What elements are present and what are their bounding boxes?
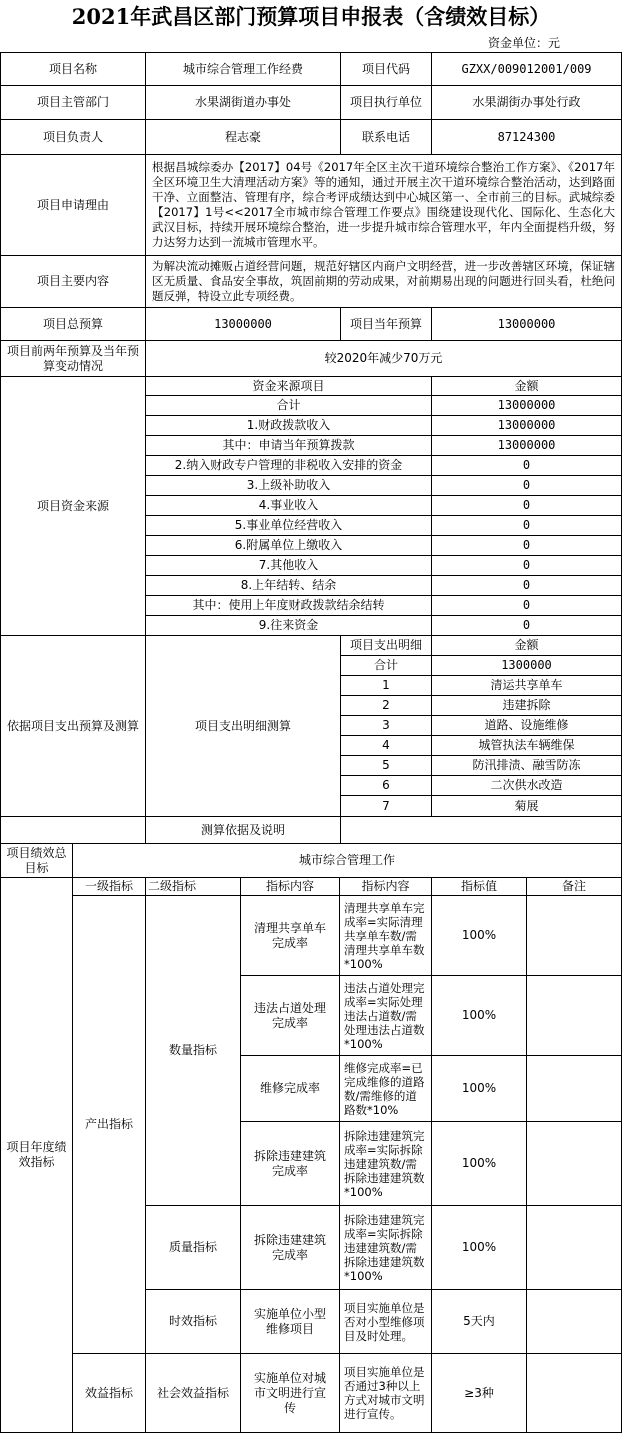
perf-header-level1: 一级指标 xyxy=(73,878,146,896)
perf-goal-label: 项目绩效总目标 xyxy=(0,844,73,878)
funding-item: 6.附属单位上缴收入 xyxy=(146,536,432,556)
project-code-label: 项目代码 xyxy=(341,52,432,86)
expense-row-number: 2 xyxy=(341,696,432,716)
year-budget-label: 项目当年预算 xyxy=(341,308,432,341)
perf-quantity-label: 数量指标 xyxy=(146,896,241,1206)
funding-header-amount: 金额 xyxy=(432,377,622,396)
content-label: 项目主要内容 xyxy=(0,256,146,308)
expense-row-item: 防汛排渍、融雪防冻 xyxy=(432,756,622,776)
perf-indicator-value: 100% xyxy=(432,896,527,976)
expense-total-label: 合计 xyxy=(341,656,432,676)
perf-indicator-name: 拆除违建建筑完成率 xyxy=(241,1122,340,1206)
perf-indicator-desc: 拆除违建建筑完成率=实际拆除违建建筑数/需拆除违建建筑数*100% xyxy=(340,1122,432,1206)
dept-value: 水果湖街道办事处 xyxy=(146,86,341,120)
funding-amount: 13000000 xyxy=(432,436,622,456)
reason-text: 根据昌城综委办【2017】04号《2017年全区主次干道环境综合整治工作方案》、《2017年全区环境卫生大清理活动方案》等的通知，通过开展主次干道环境综合整治活动，达到路面干净、立面整洁、管理有序，综合考评成绩达到中心城区第一、全市前三的目标。武城综委【2017】1号<<2017全市城市综合管理工作要点》围绕建设现代化、国际化、生态化大武汉目标，持续开展环境综合整治，进一步提升城市综合管理水平，年内全面提档升级，努力达努力达到一流城市管理水平。 xyxy=(146,155,622,256)
phone-label: 联系电话 xyxy=(341,120,432,155)
perf-indicator-value: 100% xyxy=(432,976,527,1056)
perf-indicator-name: 实施单位对城市文明进行宣传 xyxy=(241,1354,340,1433)
perf-output-label: 产出指标 xyxy=(73,896,146,1354)
expense-row-number: 6 xyxy=(341,776,432,796)
perf-benefit-label: 效益指标 xyxy=(73,1354,146,1433)
expense-header-detail: 项目支出明细 xyxy=(341,636,432,656)
perf-indicator-name: 实施单位小型维修项目 xyxy=(241,1290,340,1354)
project-code-value: GZXX/009012001/009 xyxy=(432,52,622,86)
perf-indicator-desc: 项目实施单位是否对小型维修项目及时处理。 xyxy=(340,1290,432,1354)
funding-amount: 0 xyxy=(432,576,622,596)
funding-amount: 0 xyxy=(432,456,622,476)
perf-time-label: 时效指标 xyxy=(146,1290,241,1354)
expense-row-number: 7 xyxy=(341,796,432,817)
perf-indicator-value: ≥3种 xyxy=(432,1354,527,1433)
expense-row-item: 道路、设施维修 xyxy=(432,716,622,736)
currency-unit-note: 资金单位：元 xyxy=(488,36,561,50)
expense-row-item: 二次供水改造 xyxy=(432,776,622,796)
expense-total-amount: 1300000 xyxy=(432,656,622,676)
perf-header-level2: 二级指标 xyxy=(146,878,241,896)
dept-label: 项目主管部门 xyxy=(0,86,146,120)
project-name-value: 城市综合管理工作经费 xyxy=(146,52,341,86)
funding-item: 2.纳入财政专户管理的非税收入安排的资金 xyxy=(146,456,432,476)
funding-header-item: 资金来源项目 xyxy=(146,377,432,396)
perf-social-label: 社会效益指标 xyxy=(146,1354,241,1433)
expense-row-item: 清运共享单车 xyxy=(432,676,622,696)
expense-label-extension xyxy=(0,817,146,844)
perf-header-content2: 指标内容 xyxy=(340,878,432,896)
perf-indicator-desc: 维修完成率=已完成维修的道路数/需维修的道路数*10% xyxy=(340,1056,432,1122)
perf-indicator-desc: 违法占道处理完成率=实际处理违法占道数/需处理违法占道数*100% xyxy=(340,976,432,1056)
content-text: 为解决流动摊贩占道经营问题，规范好辖区内商户文明经营，进一步改善辖区环境，保证辖区无质量、食品安全事故，筑固前期的劳动成果，对前期易出现的问题进行回头看，杜绝问题反弹，特设立此专项经费。 xyxy=(146,256,622,308)
perf-quality-label: 质量指标 xyxy=(146,1206,241,1290)
funding-item: 8.上年结转、结余 xyxy=(146,576,432,596)
perf-indicator-name: 拆除违建建筑完成率 xyxy=(241,1206,340,1290)
funding-amount: 0 xyxy=(432,556,622,576)
funding-amount: 0 xyxy=(432,596,622,616)
funding-item: 4.事业收入 xyxy=(146,496,432,516)
phone-value: 87124300 xyxy=(432,120,622,155)
expense-row-item: 菊展 xyxy=(432,796,622,817)
funding-amount: 0 xyxy=(432,616,622,636)
perf-indicator-value: 5天内 xyxy=(432,1290,527,1354)
funding-amount: 13000000 xyxy=(432,396,622,416)
expense-row-number: 1 xyxy=(341,676,432,696)
perf-indicator-note xyxy=(527,1122,622,1206)
perf-indicator-note xyxy=(527,1056,622,1122)
expense-row-item: 违建拆除 xyxy=(432,696,622,716)
expense-row-number: 3 xyxy=(341,716,432,736)
expense-basis-value xyxy=(341,817,622,844)
expense-header-amount: 金额 xyxy=(432,636,622,656)
perf-indicator-name: 维修完成率 xyxy=(241,1056,340,1122)
perf-indicators-label: 项目年度绩效指标 xyxy=(0,878,73,1433)
expense-row-number: 4 xyxy=(341,736,432,756)
funding-item: 7.其他收入 xyxy=(146,556,432,576)
funding-amount: 0 xyxy=(432,496,622,516)
perf-indicator-desc: 拆除违建建筑完成率=实际拆除违建建筑数/需拆除违建建筑数*100% xyxy=(340,1206,432,1290)
perf-indicator-value: 100% xyxy=(432,1206,527,1290)
reason-label: 项目申请理由 xyxy=(0,155,146,256)
exec-value: 水果湖街办事处行政 xyxy=(432,86,622,120)
expense-basis-label: 测算依据及说明 xyxy=(146,817,341,844)
perf-header-note: 备注 xyxy=(527,878,622,896)
leader-label: 项目负责人 xyxy=(0,120,146,155)
perf-indicator-name: 违法占道处理完成率 xyxy=(241,976,340,1056)
funding-item: 其中：申请当年预算拨款 xyxy=(146,436,432,456)
project-name-label: 项目名称 xyxy=(0,52,146,86)
perf-header-value: 指标值 xyxy=(432,878,527,896)
year-budget-value: 13000000 xyxy=(432,308,622,341)
perf-goal-value: 城市综合管理工作 xyxy=(73,844,622,878)
total-budget-value: 13000000 xyxy=(146,308,341,341)
perf-indicator-note xyxy=(527,976,622,1056)
perf-indicator-desc: 项目实施单位是否通过3种以上方式对城市文明进行宣传。 xyxy=(340,1354,432,1433)
perf-indicator-note xyxy=(527,896,622,976)
perf-indicator-value: 100% xyxy=(432,1122,527,1206)
perf-indicator-note xyxy=(527,1354,622,1433)
leader-value: 程志豪 xyxy=(146,120,341,155)
funding-amount: 0 xyxy=(432,516,622,536)
perf-indicator-desc: 清理共享单车完成率=实际清理共享单车数/需清理共享单车数*100% xyxy=(340,896,432,976)
page-title: 2021年武昌区部门预算项目申报表（含绩效目标） xyxy=(71,4,551,29)
expense-row-item: 城管执法车辆维保 xyxy=(432,736,622,756)
funding-amount: 13000000 xyxy=(432,416,622,436)
total-budget-label: 项目总预算 xyxy=(0,308,146,341)
funding-item: 9.往来资金 xyxy=(146,616,432,636)
expense-detail-label: 项目支出明细测算 xyxy=(146,636,341,817)
funding-label: 项目资金来源 xyxy=(0,377,146,636)
budget-change-value: 较2020年减少70万元 xyxy=(146,341,622,377)
expense-row-number: 5 xyxy=(341,756,432,776)
exec-label: 项目执行单位 xyxy=(341,86,432,120)
funding-item: 5.事业单位经营收入 xyxy=(146,516,432,536)
perf-indicator-note xyxy=(527,1206,622,1290)
funding-item: 合计 xyxy=(146,396,432,416)
funding-amount: 0 xyxy=(432,536,622,556)
funding-item: 其中：使用上年度财政拨款结余结转 xyxy=(146,596,432,616)
perf-indicator-note xyxy=(527,1290,622,1354)
funding-item: 3.上级补助收入 xyxy=(146,476,432,496)
expense-label: 依据项目支出预算及测算 xyxy=(0,636,146,817)
perf-indicator-name: 清理共享单车完成率 xyxy=(241,896,340,976)
budget-change-label: 项目前两年预算及当年预算变动情况 xyxy=(0,341,146,377)
funding-item: 1.财政拨款收入 xyxy=(146,416,432,436)
perf-header-content1: 指标内容 xyxy=(241,878,340,896)
perf-indicator-value: 100% xyxy=(432,1056,527,1122)
funding-amount: 0 xyxy=(432,476,622,496)
